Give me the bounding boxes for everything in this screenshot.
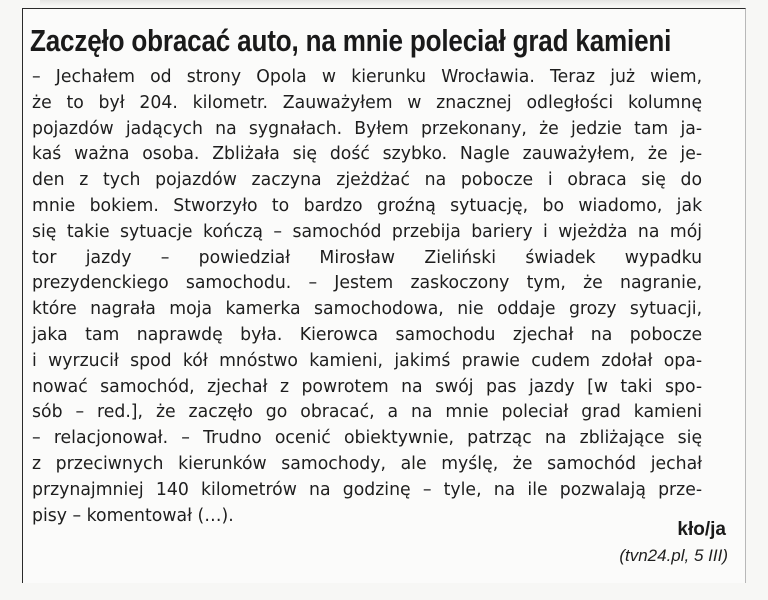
scan-bleed-through bbox=[40, 0, 740, 6]
source-citation: (tvn24.pl, 5 III) bbox=[619, 546, 728, 565]
article-body bbox=[32, 64, 702, 528]
body-line: się takie sytuacje kończą – samochód przebija bariery i wjeżdża na mój bbox=[32, 220, 703, 242]
author-signature: kło/ja bbox=[677, 519, 726, 540]
body-line: nować samochód, zjechał z powrotem na swój pas jazdy [w taki spo- bbox=[32, 375, 703, 397]
body-line: jaka tam naprawdę była. Kierowca samochodu zjechał na pobocze bbox=[32, 323, 703, 345]
body-line: pisy – komentował (…). bbox=[32, 504, 234, 526]
body-line: z przeciwnych kierunków samochody, ale myślę, że samochód jechał bbox=[32, 452, 703, 474]
article-headline: Zaczęło obracać auto, na mnie poleciał grad kamieni bbox=[30, 23, 672, 58]
body-line: pojazdów jadących na sygnałach. Byłem przekonany, że jedzie tam ja- bbox=[32, 117, 703, 139]
body-line: prezydenckiego samochodu. – Jestem zaskoczony tym, że nagranie, bbox=[32, 272, 703, 294]
body-line: które nagrała moja kamerka samochodowa, nie oddaje grozy sytuacji, bbox=[32, 298, 703, 320]
body-line: tor jazdy – powiedział Mirosław Zieliński świadek wypadku bbox=[32, 246, 703, 268]
body-line: kaś ważna osoba. Zbliżała się dość szybko. Nagle zauważyłem, że je- bbox=[32, 143, 703, 165]
body-line: – relacjonował. – Trudno ocenić obiektywnie, patrząc na zbliżające się bbox=[32, 427, 703, 449]
body-line: den z tych pojazdów zaczyna zjeżdżać na pobocze i obraca się do bbox=[32, 169, 703, 191]
body-line: przynajmniej 140 kilometrów na godzinę – tyle, na ile pozwalają prze- bbox=[32, 478, 703, 500]
body-line: sób – red.], że zaczęło go obracać, a na mnie poleciał grad kamieni bbox=[32, 401, 703, 423]
body-line: że to był 204. kilometr. Zauważyłem w znacznej odległości kolumnę bbox=[32, 91, 703, 113]
body-line: – Jechałem od strony Opola w kierunku Wrocławia. Teraz już wiem, bbox=[32, 66, 703, 87]
body-line: i wyrzucił spod kół mnóstwo kamieni, jakimś prawie cudem zdołał opa- bbox=[32, 349, 703, 371]
body-line: mnie bokiem. Stworzyło to bardzo groźną sytuację, bo wiadomo, jak bbox=[32, 194, 703, 216]
